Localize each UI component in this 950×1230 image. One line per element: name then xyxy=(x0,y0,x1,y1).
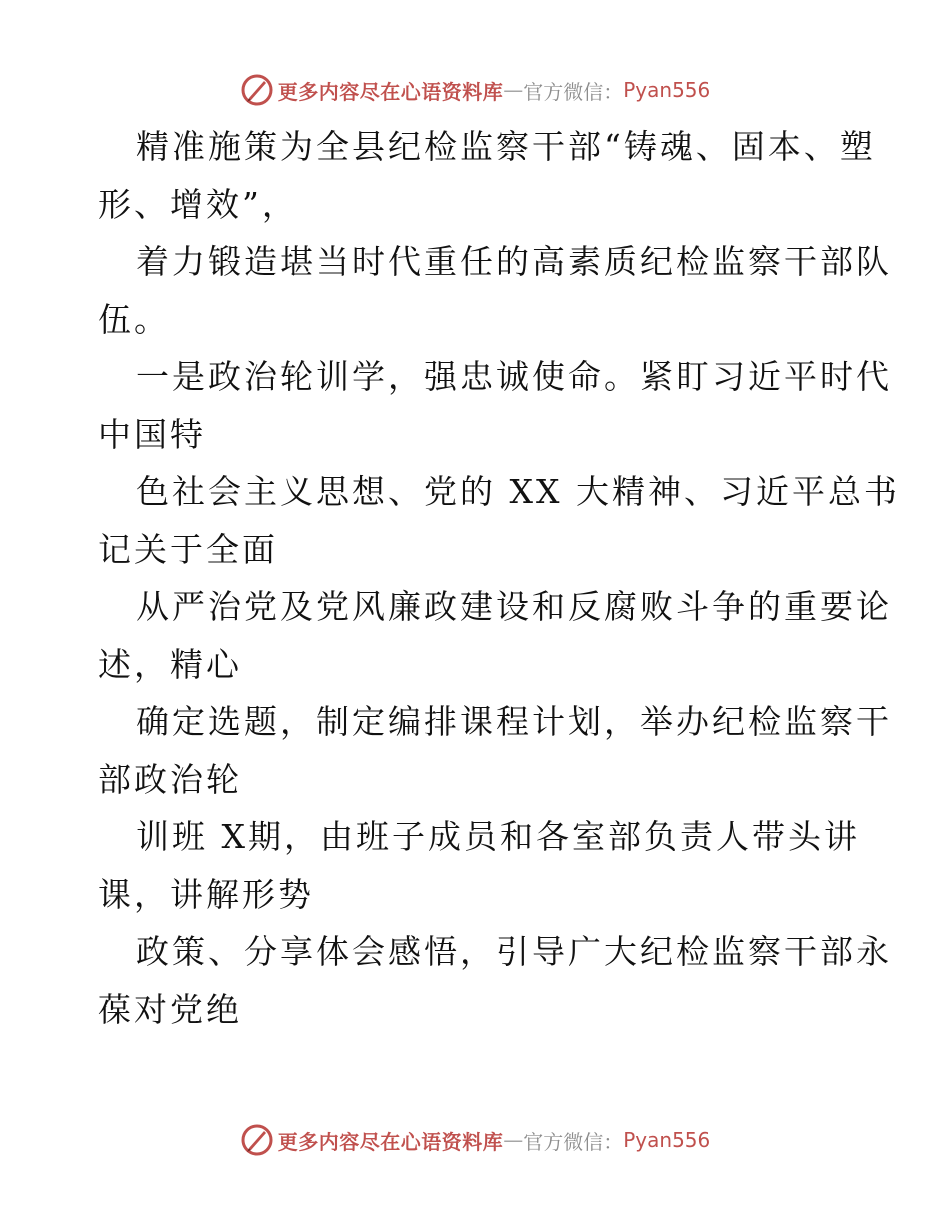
quill-pen-logo-icon xyxy=(240,73,274,107)
text-line: 述，精心 xyxy=(98,644,242,684)
watermark-wechat-id: Pyan556 xyxy=(623,78,711,102)
watermark-separator: — xyxy=(503,78,524,102)
text-line: 训班 X期，由班子成员和各室部负责人带头讲 xyxy=(136,817,860,856)
footer-watermark xyxy=(0,1120,950,1160)
text-line: 一是政治轮训学，强忠诚使命。紧盯习近平时代 xyxy=(136,357,892,396)
text-line: 记关于全面 xyxy=(98,529,278,569)
text-line: 中国特 xyxy=(98,414,206,454)
header-watermark xyxy=(0,70,950,110)
watermark-official-label: 官方微信： xyxy=(523,79,624,104)
text-line: 葆对党绝 xyxy=(98,989,242,1029)
watermark-official-label: 官方微信： xyxy=(523,1129,624,1154)
quill-pen-logo-icon xyxy=(240,1123,274,1157)
watermark-brand-text: 更多内容尽在心语资料库 xyxy=(277,1129,504,1154)
watermark-brand-text: 更多内容尽在心语资料库 xyxy=(277,79,504,104)
watermark-separator: — xyxy=(503,1128,524,1152)
text-line: 部政治轮 xyxy=(98,759,242,799)
text-line: 精准施策为全县纪检监察干部“铸魂、固本、塑 xyxy=(136,127,876,166)
watermark-wechat-id: Pyan556 xyxy=(623,1128,711,1152)
text-line: 色社会主义思想、党的 XX 大精神、习近平总书 xyxy=(136,472,900,511)
text-line: 政策、分享体会感悟，引导广大纪检监察干部永 xyxy=(136,932,892,971)
text-line: 形、增效”， xyxy=(98,184,298,224)
text-line: 伍。 xyxy=(98,299,170,339)
text-line: 确定选题，制定编排课程计划，举办纪检监察干 xyxy=(136,702,892,741)
text-line: 课，讲解形势 xyxy=(98,874,314,914)
text-line: 从严治党及党风廉政建设和反腐败斗争的重要论 xyxy=(136,587,892,626)
text-line: 着力锻造堪当时代重任的高素质纪检监察干部队 xyxy=(136,242,892,281)
document-body xyxy=(98,118,900,1038)
